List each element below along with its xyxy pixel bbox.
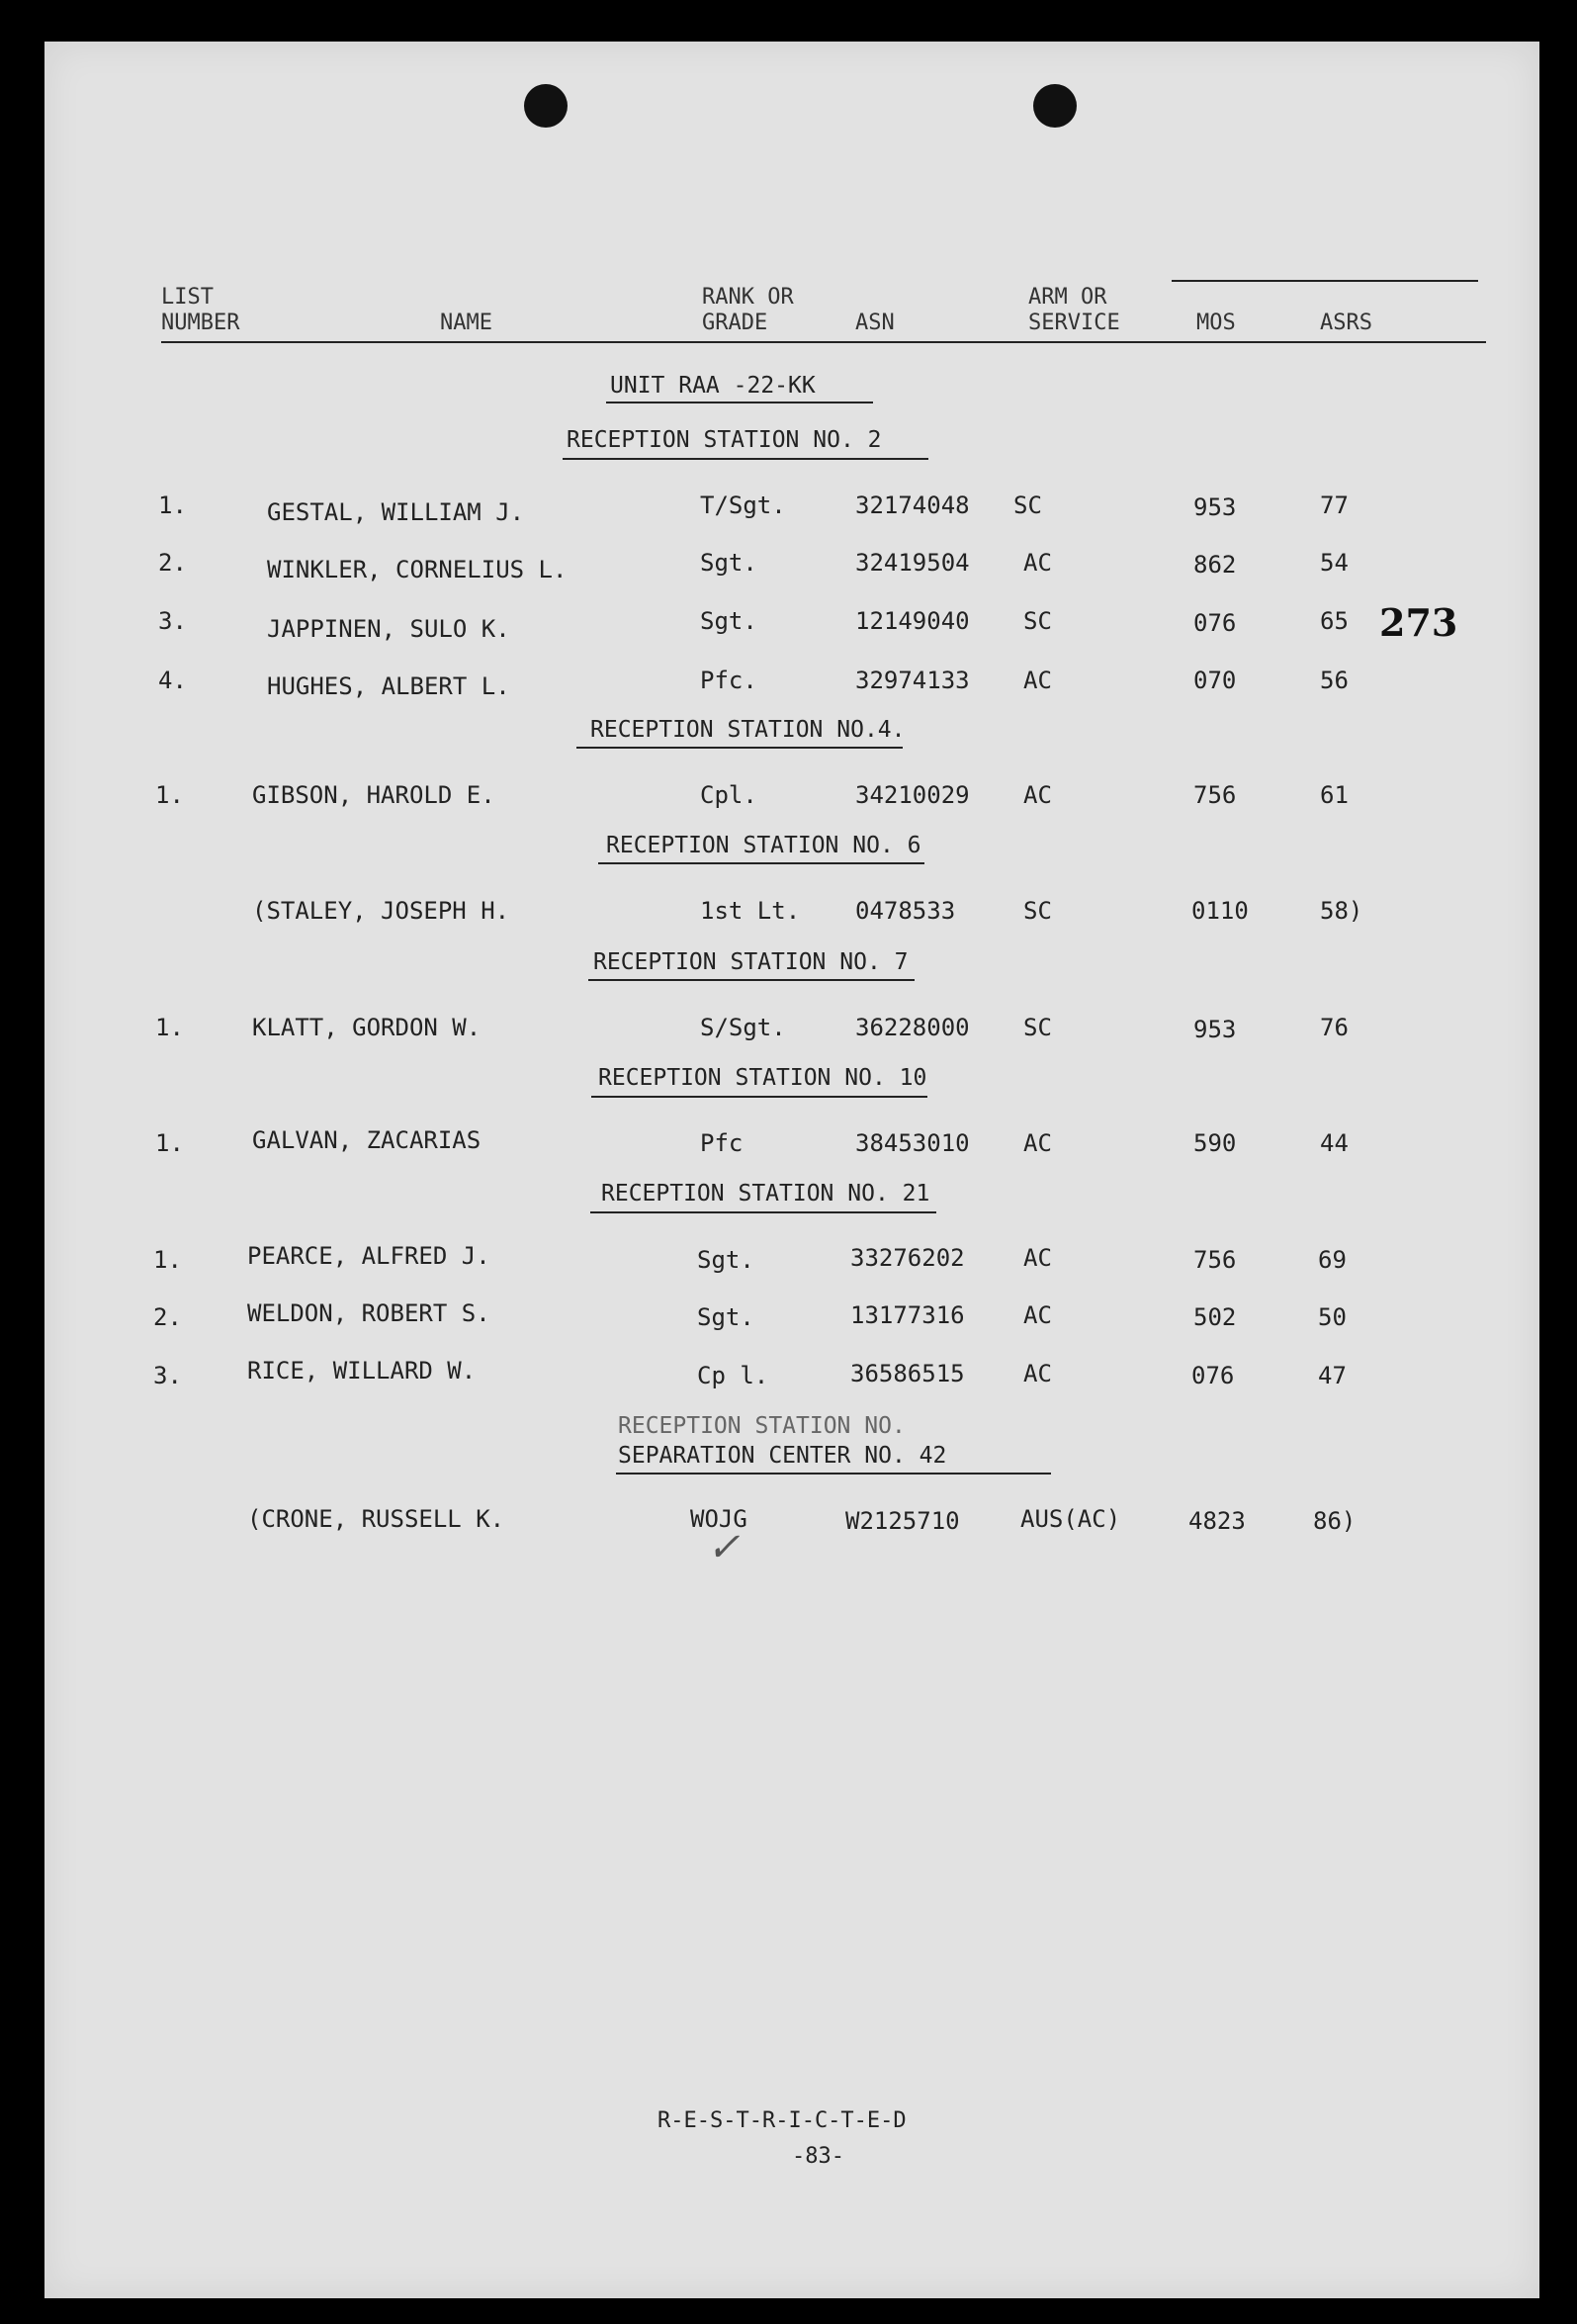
section-underline bbox=[598, 862, 924, 864]
row-number: 1. bbox=[155, 781, 184, 809]
row-asn: 32974133 bbox=[855, 667, 970, 694]
row-number: 3. bbox=[153, 1362, 182, 1389]
row-asn: 33276202 bbox=[850, 1244, 965, 1272]
header-bottom-rule bbox=[161, 341, 1486, 343]
row-asn: 13177316 bbox=[850, 1301, 965, 1329]
header-rank-2: GRADE bbox=[702, 311, 768, 335]
header-asrs: ASRS bbox=[1320, 311, 1372, 335]
row-arm: SC bbox=[1023, 897, 1052, 925]
section-title: RECEPTION STATION NO. 10 bbox=[598, 1065, 927, 1091]
header-mos: MOS bbox=[1196, 311, 1236, 335]
row-number: 4. bbox=[158, 667, 187, 694]
row-mos: 953 bbox=[1193, 1016, 1237, 1043]
row-mos: 756 bbox=[1193, 781, 1237, 809]
header-arm-2: SERVICE bbox=[1028, 311, 1120, 335]
section-title: RECEPTION STATION NO. 21 bbox=[601, 1181, 930, 1207]
row-mos: 0110 bbox=[1191, 897, 1249, 925]
section-underline bbox=[576, 747, 903, 749]
section-title: RECEPTION STATION NO. 2 bbox=[567, 427, 882, 453]
row-asrs: 61 bbox=[1320, 781, 1349, 809]
header-name: NAME bbox=[440, 311, 492, 335]
row-asrs: 44 bbox=[1320, 1129, 1349, 1157]
row-mos: 862 bbox=[1193, 551, 1237, 579]
row-name: GALVAN, ZACARIAS bbox=[252, 1126, 482, 1154]
section-title: SEPARATION CENTER NO. 42 bbox=[618, 1443, 947, 1469]
row-rank: 1st Lt. bbox=[700, 897, 801, 925]
row-asrs: 54 bbox=[1320, 549, 1349, 577]
row-asn: 36228000 bbox=[855, 1014, 970, 1041]
row-rank: Pfc bbox=[700, 1129, 744, 1157]
section-title: RECEPTION STATION NO. 6 bbox=[606, 833, 921, 858]
row-number: 1. bbox=[158, 492, 187, 519]
header-asn: ASN bbox=[855, 311, 895, 335]
row-number: 1. bbox=[153, 1246, 182, 1274]
punch-hole-right bbox=[1033, 84, 1077, 128]
row-rank: Cp l. bbox=[697, 1362, 769, 1389]
row-rank: WOJG bbox=[690, 1505, 747, 1533]
section-underline bbox=[616, 1473, 1051, 1475]
row-name: GESTAL, WILLIAM J. bbox=[267, 498, 525, 526]
row-name: JAPPINEN, SULO K. bbox=[267, 615, 510, 643]
section-underline bbox=[588, 979, 915, 981]
row-asrs: 56 bbox=[1320, 667, 1349, 694]
stamp-number: 273 bbox=[1379, 600, 1458, 645]
header-arm-1: ARM OR bbox=[1028, 285, 1107, 310]
row-asn: 0478533 bbox=[855, 897, 956, 925]
row-mos: 4823 bbox=[1188, 1507, 1246, 1535]
row-mos: 590 bbox=[1193, 1129, 1237, 1157]
row-mos: 502 bbox=[1193, 1303, 1237, 1331]
row-arm: AC bbox=[1023, 1301, 1052, 1329]
row-number: 1. bbox=[155, 1129, 184, 1157]
row-arm: SC bbox=[1023, 1014, 1052, 1041]
header-top-rule bbox=[1172, 280, 1478, 282]
row-asn: 38453010 bbox=[855, 1129, 970, 1157]
row-number: 1. bbox=[155, 1014, 184, 1041]
row-rank: Cpl. bbox=[700, 781, 757, 809]
row-arm: SC bbox=[1013, 492, 1042, 519]
row-asrs: 86) bbox=[1313, 1507, 1357, 1535]
row-asn: 32174048 bbox=[855, 492, 970, 519]
row-mos: 953 bbox=[1193, 493, 1237, 521]
row-rank: Sgt. bbox=[700, 607, 757, 635]
unit-title-underline bbox=[606, 402, 873, 403]
section-title: RECEPTION STATION NO. 7 bbox=[593, 949, 909, 975]
header-rank-1: RANK OR bbox=[702, 285, 794, 310]
row-asrs: 50 bbox=[1318, 1303, 1347, 1331]
row-number: 3. bbox=[158, 607, 187, 635]
row-arm: AC bbox=[1023, 1129, 1052, 1157]
row-arm: AC bbox=[1023, 1244, 1052, 1272]
row-name: WELDON, ROBERT S. bbox=[247, 1299, 490, 1327]
row-asn: 12149040 bbox=[855, 607, 970, 635]
row-asn: W2125710 bbox=[845, 1507, 960, 1535]
section-underline bbox=[591, 1096, 927, 1098]
checkmark-icon: ✓ bbox=[707, 1525, 741, 1570]
row-name: WINKLER, CORNELIUS L. bbox=[267, 556, 568, 583]
row-asrs: 47 bbox=[1318, 1362, 1347, 1389]
row-asn: 34210029 bbox=[855, 781, 970, 809]
row-asn: 36586515 bbox=[850, 1360, 965, 1387]
row-arm: AC bbox=[1023, 667, 1052, 694]
row-mos: 756 bbox=[1193, 1246, 1237, 1274]
row-number: 2. bbox=[158, 549, 187, 577]
row-mos: 070 bbox=[1193, 667, 1237, 694]
unit-title: UNIT RAA -22-KK bbox=[610, 373, 816, 399]
row-name: HUGHES, ALBERT L. bbox=[267, 672, 510, 700]
row-asn: 32419504 bbox=[855, 549, 970, 577]
page-number: -83- bbox=[792, 2144, 844, 2169]
row-arm: AC bbox=[1023, 1360, 1052, 1387]
row-rank: Pfc. bbox=[700, 667, 757, 694]
row-name: (STALEY, JOSEPH H. bbox=[252, 897, 510, 925]
punch-hole-left bbox=[524, 84, 568, 128]
section-underline bbox=[590, 1211, 936, 1213]
row-asrs: 69 bbox=[1318, 1246, 1347, 1274]
row-name: (CRONE, RUSSELL K. bbox=[247, 1505, 505, 1533]
row-rank: Sgt. bbox=[697, 1303, 754, 1331]
row-rank: S/Sgt. bbox=[700, 1014, 786, 1041]
row-name: RICE, WILLARD W. bbox=[247, 1357, 477, 1385]
row-rank: Sgt. bbox=[697, 1246, 754, 1274]
row-mos: 076 bbox=[1191, 1362, 1235, 1389]
document-page bbox=[44, 42, 1539, 2298]
header-list-number-1: LIST bbox=[161, 285, 214, 310]
section-title-line1: RECEPTION STATION NO. bbox=[618, 1413, 906, 1439]
row-rank: Sgt. bbox=[700, 549, 757, 577]
row-arm: AUS(AC) bbox=[1020, 1505, 1121, 1533]
row-number: 2. bbox=[153, 1303, 182, 1331]
row-arm: SC bbox=[1023, 607, 1052, 635]
row-name: PEARCE, ALFRED J. bbox=[247, 1242, 490, 1270]
restricted-footer: R-E-S-T-R-I-C-T-E-D bbox=[657, 2108, 907, 2133]
header-list-number-2: NUMBER bbox=[161, 311, 240, 335]
row-rank: T/Sgt. bbox=[700, 492, 786, 519]
row-asrs: 65 bbox=[1320, 607, 1349, 635]
section-title: RECEPTION STATION NO.4. bbox=[590, 717, 906, 743]
row-asrs: 76 bbox=[1320, 1014, 1349, 1041]
row-mos: 076 bbox=[1193, 609, 1237, 637]
row-arm: AC bbox=[1023, 781, 1052, 809]
row-arm: AC bbox=[1023, 549, 1052, 577]
row-name: GIBSON, HAROLD E. bbox=[252, 781, 495, 809]
row-name: KLATT, GORDON W. bbox=[252, 1014, 482, 1041]
section-underline bbox=[563, 458, 928, 460]
row-asrs: 58) bbox=[1320, 897, 1363, 925]
row-asrs: 77 bbox=[1320, 492, 1349, 519]
